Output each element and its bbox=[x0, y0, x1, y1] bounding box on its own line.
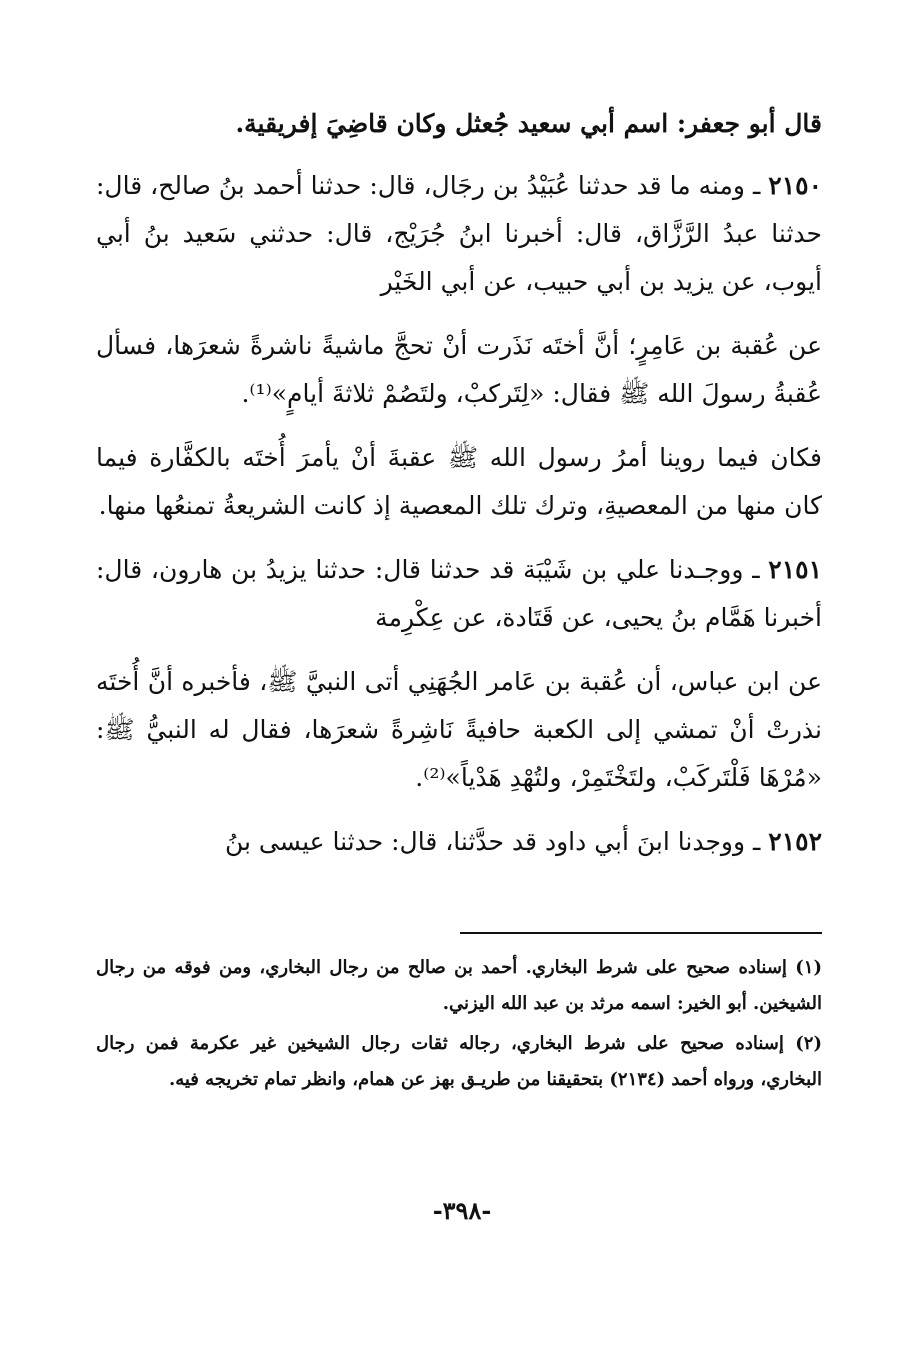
isnad-text: ـ ووجـدنا علي بن شَيْبَة قد حدثنا قال: حدثنا يزيدُ بن هارون، قال: أخبرنا هَمَّام بنُ يحيى، عن قَتَادة، عن عِكْرِمة bbox=[96, 555, 822, 632]
hadith-number: ٢١٥٠ bbox=[768, 171, 822, 200]
hadith-2150-matn: عن عُقبة بن عَامِرٍ؛ أنَّ أختَه نَذَرت أنْ تحجَّ ماشيةً ناشرةً شعرَها، فسأل عُقبةُ رسولَ الله ﷺ فقال: «لِتَركبْ، ولتَصُمْ ثلاثةَ أيامٍ»⁽¹⁾. bbox=[96, 331, 822, 408]
intro-line: قال أبو جعفر: اسم أبي سعيد جُعثل وكان قاضِيَ إفريقية. bbox=[235, 109, 822, 138]
footnote-1: (١) إسناده صحيح على شرط البخاري. أحمد بن صالح من رجال البخاري، ومن فوقه من رجال الشيخين. أبو الخير: اسمه مرثد بن عبد الله اليزني. bbox=[96, 957, 822, 1014]
hadith-2151-matn: عن ابن عباس، أن عُقبة بن عَامر الجُهَنِي أتى النبيَّ ﷺ، فأخبره أنَّ أُختَه نذرتْ أنْ تمشي إلى الكعبة حافيةً نَاشِرةً شعرَها، فقال له النبيُّ ﷺ: «مُرْهَا فَلْتَركَبْ، ولتَخْتَمِرْ، ولتُهْدِ هَدْياً»⁽²⁾. bbox=[96, 667, 822, 792]
page-number: -٣٩٨- bbox=[432, 1196, 492, 1225]
footnote-2: (٢) إسناده صحيح على شرط البخاري، رجاله ثقات رجال الشيخين غير عكرمة فمن رجال البخاري، ورواه أحمد (٢١٣٤) بتحقيقنا من طريـق بهز عن همام، وانظر تمام تخريجه فيه. bbox=[96, 1033, 822, 1090]
hadith-2150-isnad bbox=[96, 162, 822, 306]
hadith-2151-isnad bbox=[96, 546, 822, 642]
isnad-text: ـ ووجدنا ابنَ أبي داود قد حدَّثنا، قال: حدثنا عيسى بنُ bbox=[225, 827, 769, 856]
footnotes bbox=[96, 950, 822, 1102]
hadith-2150-commentary: فكان فيما روينا أمرُ رسول الله ﷺ عقبةَ أنْ يأمرَ أُختَه بالكفَّارة فيما كان منها من المعصيةِ، وترك تلك المعصية إذ كانت الشريعةُ تمنعُها منها. bbox=[96, 443, 822, 520]
main-text bbox=[96, 100, 822, 866]
isnad-text: ـ ومنه ما قد حدثنا عُبَيْدُ بن رجَال، قال: حدثنا أحمد بنُ صالح، قال: حدثنا عبدُ الرَّزَّاق، قال: أخبرنا ابنُ جُرَيْج، قال: حدثني سَعيد بنُ أبي أيوب، عن يزيد بن أبي حبيب، عن أبي الخَيْر bbox=[96, 171, 822, 296]
hadith-number: ٢١٥٢ bbox=[768, 827, 822, 856]
footnote-separator bbox=[460, 932, 822, 934]
hadith-2152-isnad bbox=[96, 818, 822, 866]
hadith-number: ٢١٥١ bbox=[768, 555, 822, 584]
